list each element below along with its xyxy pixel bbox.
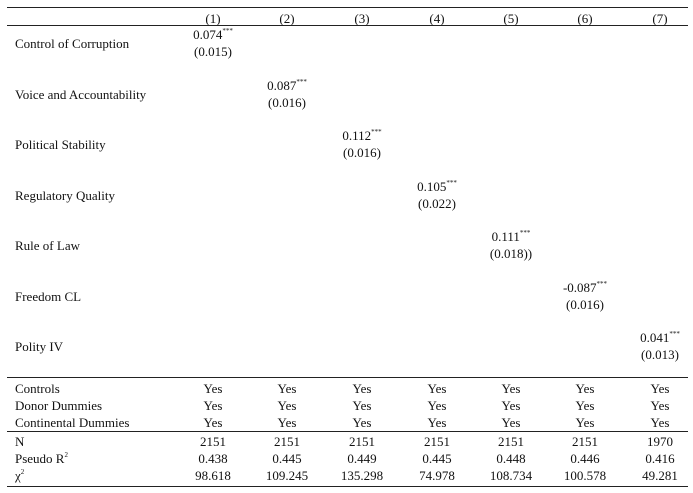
cell-value: Yes [277, 415, 297, 430]
coefficient [625, 330, 693, 345]
cell-value: 0.446 [570, 451, 600, 466]
significance-stars: *** [446, 178, 457, 187]
cell-value: 98.618 [195, 468, 231, 483]
column-header: (3) [354, 11, 370, 26]
standard-error: (0.016) [343, 145, 381, 160]
row-label: Rule of Law [15, 238, 80, 253]
row-label: Donor Dummies [15, 398, 103, 413]
cell-value: 2151 [349, 434, 375, 449]
cell-value: Yes [650, 415, 670, 430]
cell-value: 2151 [498, 434, 524, 449]
cell-value: 74.978 [419, 468, 455, 483]
cell-value: 109.245 [265, 468, 309, 483]
cell-value: Yes [277, 398, 297, 413]
significance-stars: *** [371, 128, 382, 136]
cell-value: 2151 [572, 434, 598, 449]
row-label: Controls [15, 381, 60, 396]
row-label-text: N [15, 434, 25, 449]
row-label: Voice and Accountability [15, 86, 147, 102]
standard-error: (0.016) [268, 94, 306, 110]
column-header: (7) [652, 11, 668, 26]
cell-value: 100.578 [563, 468, 607, 483]
row-label: Control of Corruption [15, 36, 130, 51]
coefficient-value: 0.105 [417, 178, 447, 194]
cell-value: 2151 [274, 434, 300, 449]
cell-value: Yes [501, 415, 521, 430]
row-label [15, 451, 68, 466]
significance-stars: *** [296, 77, 307, 86]
coefficient [476, 229, 546, 244]
coefficient-value: 0.111 [491, 229, 520, 244]
cell-value: Yes [427, 398, 447, 413]
cell-value: Yes [352, 398, 372, 413]
row-label-text: χ [15, 468, 21, 483]
cell-value: 108.734 [489, 468, 533, 483]
column-header: (5) [503, 11, 519, 26]
row-label: Political Stability [15, 137, 106, 152]
coefficient [402, 179, 472, 194]
coefficient-value: 0.074 [193, 27, 223, 42]
cell-value: 0.438 [198, 451, 228, 466]
column-header: (1) [205, 11, 221, 26]
superscript: 2 [20, 468, 25, 476]
cell-value: 0.449 [347, 451, 377, 466]
cell-value: 2151 [200, 434, 226, 449]
standard-error: (0.013) [641, 347, 679, 362]
cell-value: Yes [501, 381, 521, 396]
cell-value: Yes [575, 398, 595, 413]
significance-stars: *** [596, 279, 608, 288]
cell-value: Yes [277, 381, 297, 396]
cell-value: 0.445 [272, 451, 302, 466]
cell-value: 2151 [424, 434, 450, 449]
row-label: Continental Dummies [15, 415, 130, 430]
column-header: (4) [429, 11, 445, 26]
column-header: (6) [577, 11, 593, 26]
cell-value: Yes [352, 381, 372, 396]
coefficient [178, 27, 248, 42]
row-label-text: Pseudo R [15, 451, 65, 466]
standard-error: (0.015) [194, 44, 232, 59]
significance-stars: *** [222, 27, 233, 35]
significance-stars: *** [669, 330, 680, 338]
cell-value: 1970 [647, 434, 673, 449]
coefficient-value: 0.112 [342, 128, 372, 143]
cell-value: Yes [352, 415, 372, 430]
cell-value: 0.445 [422, 451, 452, 466]
cell-value: Yes [575, 415, 595, 430]
row-label: Polity IV [15, 339, 64, 354]
cell-value: Yes [427, 415, 447, 430]
coefficient-value: -0.087 [562, 279, 597, 295]
superscript: 2 [64, 451, 68, 459]
column-header: (2) [279, 11, 295, 26]
top-rule [7, 7, 688, 8]
coefficient-value: 0.087 [267, 77, 297, 93]
cell-value: 135.298 [340, 468, 384, 483]
cell-value: Yes [427, 381, 447, 396]
standard-error: (0.018)) [489, 246, 533, 261]
cell-value: 0.448 [496, 451, 526, 466]
significance-stars: *** [519, 229, 531, 237]
standard-error: (0.022) [418, 195, 456, 211]
coefficient-value: 0.041 [640, 330, 670, 345]
cell-value: Yes [650, 398, 670, 413]
cell-value: Yes [650, 381, 670, 396]
cell-value: Yes [203, 398, 223, 413]
row-label [15, 434, 24, 449]
row-label: Freedom CL [15, 288, 82, 304]
bottom-rule [7, 486, 688, 487]
cell-value: 0.416 [645, 451, 675, 466]
row-label [15, 468, 24, 483]
cell-value: Yes [575, 381, 595, 396]
cell-value: Yes [203, 415, 223, 430]
coefficient [252, 78, 322, 93]
cell-value: Yes [501, 398, 521, 413]
stats-rule [7, 431, 688, 432]
coefficient [550, 280, 620, 295]
row-label: Regulatory Quality [15, 187, 116, 203]
controls-rule [7, 377, 688, 378]
coefficient [327, 128, 397, 143]
cell-value: 49.281 [642, 468, 678, 483]
standard-error: (0.016) [566, 296, 604, 312]
cell-value: Yes [203, 381, 223, 396]
